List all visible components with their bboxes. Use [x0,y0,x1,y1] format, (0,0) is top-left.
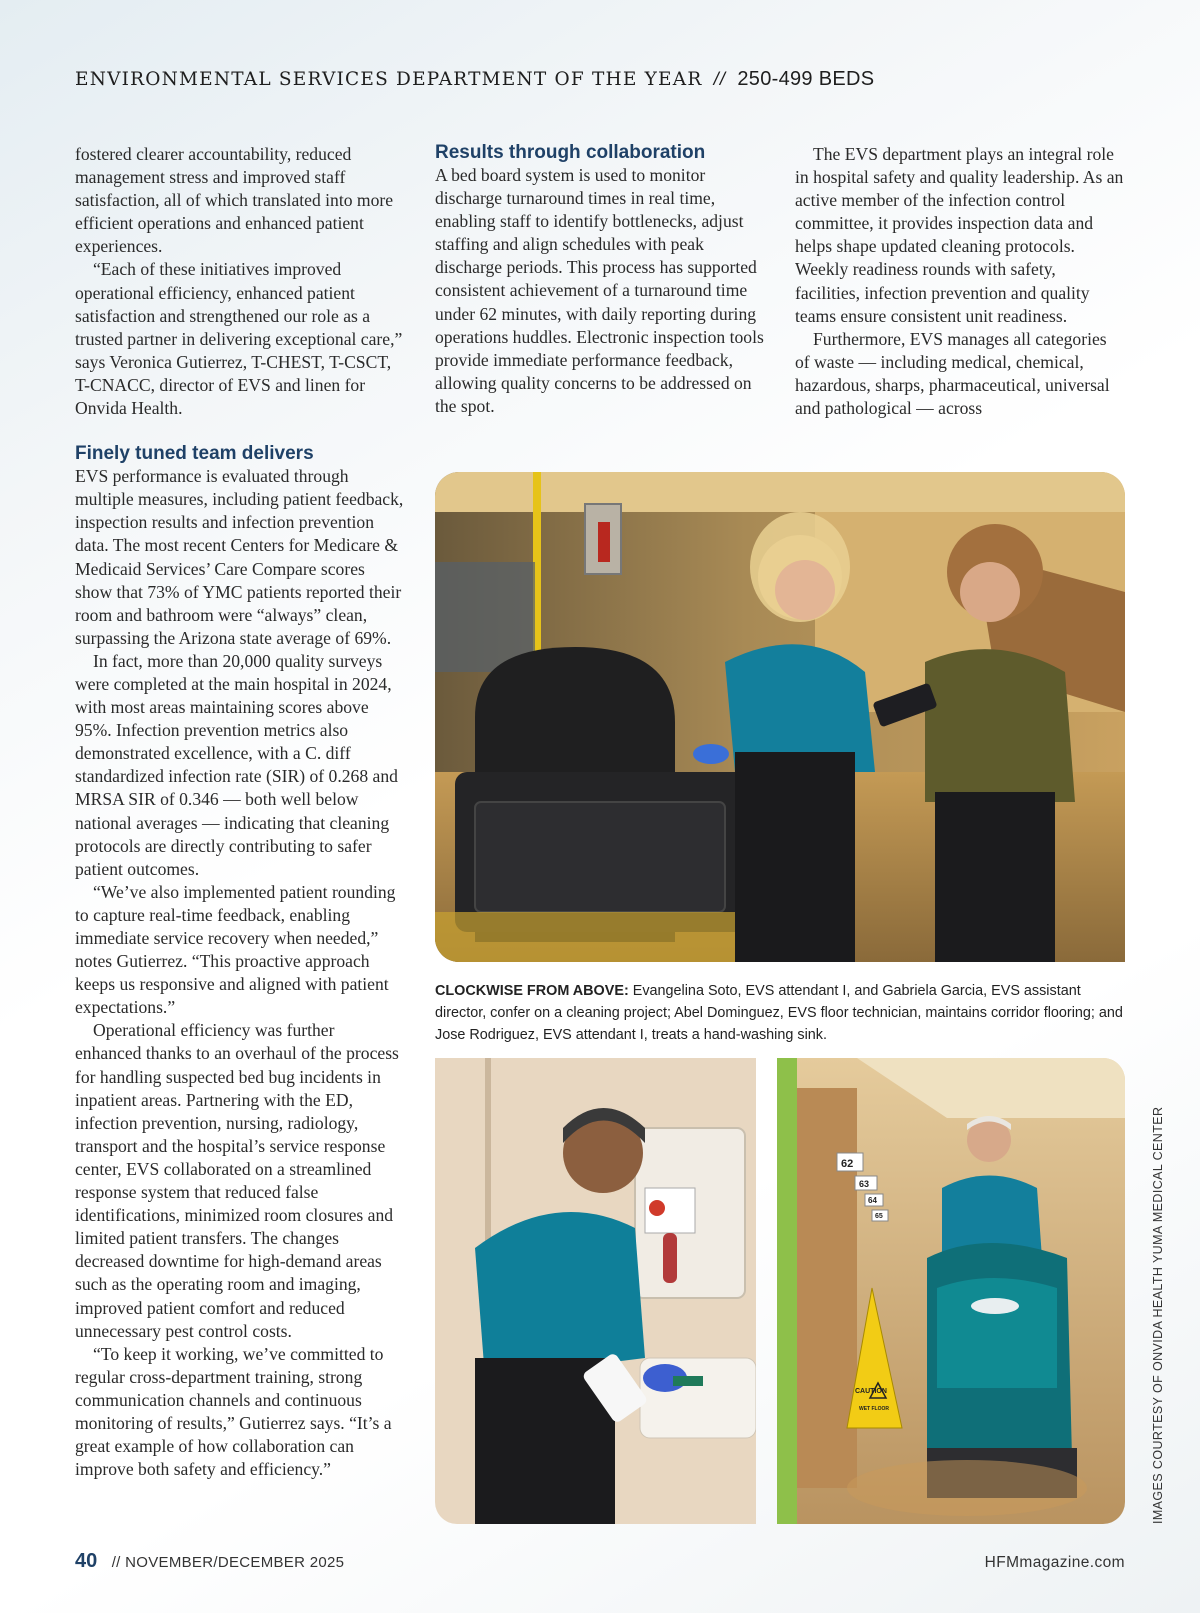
running-header [75,68,1135,91]
caution-sign-text: CAUTION [855,1388,887,1395]
issue-date: // NOVEMBER/DECEMBER 2025 [111,1554,345,1571]
paragraph: A bed board system is used to monitor discharge turnaround times in real time, enabling staff to identify bottlenecks, adjust staffing and align schedules with peak discharge periods. This process has supported consistent achievement of a turnaround time under 62 minutes, with daily reporting during operations huddles. Electronic inspection tools provide immediate performance feedback, allowing quality concerns to be addressed on the spot. [435,165,764,416]
column-right [795,143,1125,420]
magazine-website: HFMmagazine.com [984,1554,1125,1571]
paragraph: fostered clearer accountability, reduced management stress and improved staff satisfaction, all of which translated into more efficient operations and enhanced patient experiences. [75,144,394,257]
bed-category: 250-499 BEDS [737,68,875,90]
section-heading: Results through collaboration [435,142,706,163]
section-title: ENVIRONMENTAL SERVICES DEPARTMENT OF THE YEAR [75,69,703,90]
paragraph: Operational efficiency was further enhanced thanks to an overhaul of the process for handling suspected bed bug incidents in inpatient areas. Partnering with the ED, infection prevention, nursing, radiology, transport and the hospital’s service response center, EVS collaborated on a streamlined response system that reduced false identifications, minimized room closures and limited patient transfers. The changes decreased downtime for high-demand areas such as the operating room and imaging, improved patient comfort and reduced unnecessary pest control costs. [75,1020,399,1341]
page-number: 40 [75,1550,98,1572]
page-footer [75,1550,1125,1573]
paragraph: “Each of these initiatives improved operational efficiency, enhanced patient satisfaction and strengthened our role as a trusted partner in delivering exceptional care,” says Veronica Gutierrez, T-CHEST, T-CSCT, T-CNACC, director of EVS and linen for Onvida Health. [75,259,403,419]
photo-staff-conferring [435,472,1125,962]
header-separator: // [713,68,727,89]
room-number-63: 63 [859,1179,870,1189]
photo-credit: IMAGES COURTESY OF ONVIDA HEALTH YUMA MEDICAL CENTER [1151,1106,1165,1524]
column-middle [435,141,765,418]
photo-caption [435,980,1125,1046]
paragraph: In fact, more than 20,000 quality surveys were completed at the main hospital in 2024, with most areas maintaining scores above 95%. Infection prevention metrics also demonstrated excellence, with a C. diff standardized infection rate (SIR) of 0.268 and MRSA SIR of 0.346 — both well below national averages — indicating that cleaning protocols are directly contributing to safer patient outcomes. [75,650,398,879]
section-heading: Finely tuned team delivers [75,443,314,465]
room-number-64: 64 [868,1196,877,1205]
room-number-62: 62 [841,1158,854,1170]
photo-sink-cleaning [435,1058,756,1524]
paragraph: The EVS department plays an integral role in hospital safety and quality leadership. As an active member of the infection control committee, it provides inspection data and helps shape updated cleaning protocols. Weekly readiness rounds with safety, facilities, infection prevention and quality teams ensure consistent unit readiness. [795,144,1124,326]
paragraph: EVS performance is evaluated through multiple measures, including patient feedback, inspection results and infection prevention data. The most recent Centers for Medicare & Medicaid Services’ Care Compare scores show that 73% of YMC patients reported their room and bathroom were “always” clean, surpassing the Arizona state average of 69%. [75,466,404,648]
paragraph: Furthermore, EVS manages all categories of waste — including medical, chemical, hazardous, sharps, pharmaceutical, universal and pathological — across [795,328,1110,419]
paragraph: “To keep it working, we’ve committed to regular cross-department training, strong communication channels and continuous monitoring of results,” Gutierrez says. “It’s a great example of how collaboration can improve both safety and efficiency.” [75,1343,392,1480]
photo-floor-technician [777,1058,1125,1524]
paragraph: “We’ve also implemented patient rounding to capture real-time feedback, enabling immediate service recovery when needed,” notes Gutierrez. “This proactive approach keeps us responsive and aligned with patient expectations.” [75,881,396,1018]
column-left [75,143,405,1481]
wet-floor-sign-text: WET FLOOR [859,1406,889,1412]
caption-lead: CLOCKWISE FROM ABOVE: [435,983,629,999]
room-number-65: 65 [875,1213,883,1220]
caption-text: Evangelina Soto, EVS attendant I, and Gabriela Garcia, EVS assistant director, confer on a cleaning project; Abel Dominguez, EVS floor technician, maintains corridor flooring; and Jose Rodriguez, EVS attendant I, treats a hand-washing sink. [435,983,1123,1043]
